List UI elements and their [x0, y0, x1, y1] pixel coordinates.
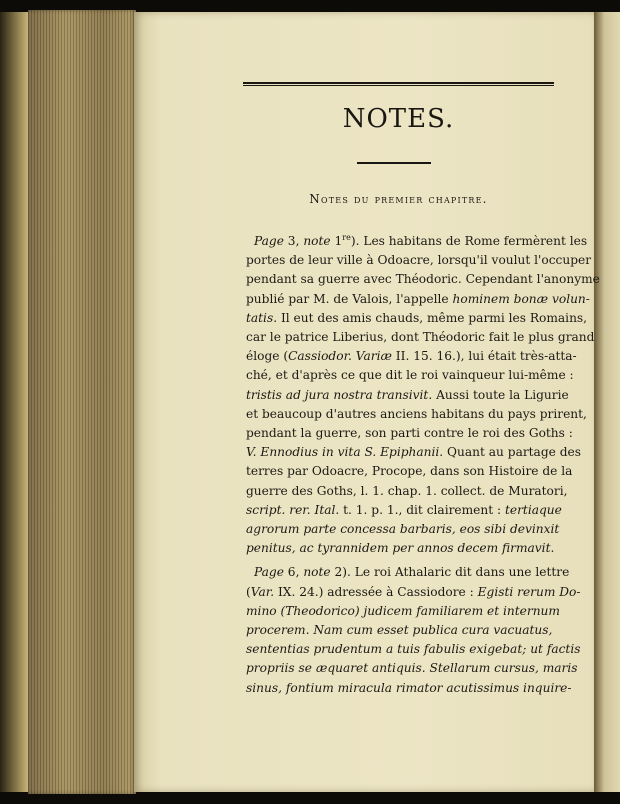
text-line: propriis se æquaret antiquis. Stellarum cursus, maris [246, 661, 578, 676]
text-line: tristis ad jura nostra transivit. Aussi toute la Ligurie [246, 387, 569, 402]
note-paragraph-1 [246, 232, 600, 558]
text-line: terres par Odoacre, Procope, dans son Histoire de la [246, 464, 573, 479]
book-spine [0, 12, 28, 792]
text-line: sententias prudentum a tuis fabulis exigebat; ut factis [246, 642, 581, 657]
section-heading-text: Notes du premier chapitre. [309, 192, 488, 206]
text-line: penitus, ac tyrannidem per annos decem firmavit. [246, 541, 555, 556]
note-paragraph-2 [246, 563, 581, 697]
text-line: Page 3, note 1re). Les habitans de Rome fermèrent les [254, 232, 588, 248]
text-line: sinus, fontium miracula rimator acutissimus inquire- [246, 680, 572, 695]
text-line: script. rer. Ital. t. 1. p. 1., dit clairement : tertiaque [246, 502, 562, 517]
text-line: éloge (Cassiodor. Variæ II. 15. 16.), lui était très-atta- [246, 349, 577, 364]
text-line: agrorum parte concessa barbaris, eos sibi devinxit [246, 522, 560, 537]
notes-body [246, 232, 600, 701]
text-line: publié par M. de Valois, l'appelle hominem bonæ volun- [246, 291, 590, 306]
page-edges [28, 10, 136, 794]
text-line: (Var. IX. 24.) adressée à Cassiodore : Egisti rerum Do- [246, 584, 581, 599]
text-line: tatis. Il eut des amis chauds, même parmi les Romains, [246, 310, 588, 325]
text-line: et beaucoup d'autres anciens habitans du pays prirent, [246, 406, 587, 421]
text-line: pendant la guerre, son parti contre le roi des Goths : [246, 426, 573, 441]
text-line: mino (Theodorico) judicem familiarem et internum [246, 603, 560, 618]
text-line: ché, et d'après ce que dit le roi vainqueur lui-même : [246, 368, 574, 383]
text-line: pendant sa guerre avec Théodoric. Cependant l'anonyme [246, 272, 600, 287]
page-title: NOTES. [342, 104, 455, 134]
section-heading [243, 192, 554, 206]
text-line: Page 6, note 2). Le roi Athalaric dit dans une lettre [254, 565, 570, 580]
text-line: V. Ennodius in vita S. Epiphanii. Quant au partage des [246, 445, 581, 460]
header-double-rule [243, 82, 554, 86]
text-line: procerem. Nam cum esset publica cura vacuatus, [246, 623, 553, 638]
text-line: guerre des Goths, l. 1. chap. 1. collect. de Muratori, [246, 483, 568, 498]
title-underline [357, 162, 431, 164]
text-line: car le patrice Liberius, dont Théodoric fait le plus grand [246, 330, 595, 345]
facing-page-edge [594, 12, 620, 792]
text-line: portes de leur ville à Odoacre, lorsqu'il voulut l'occuper [246, 253, 592, 268]
